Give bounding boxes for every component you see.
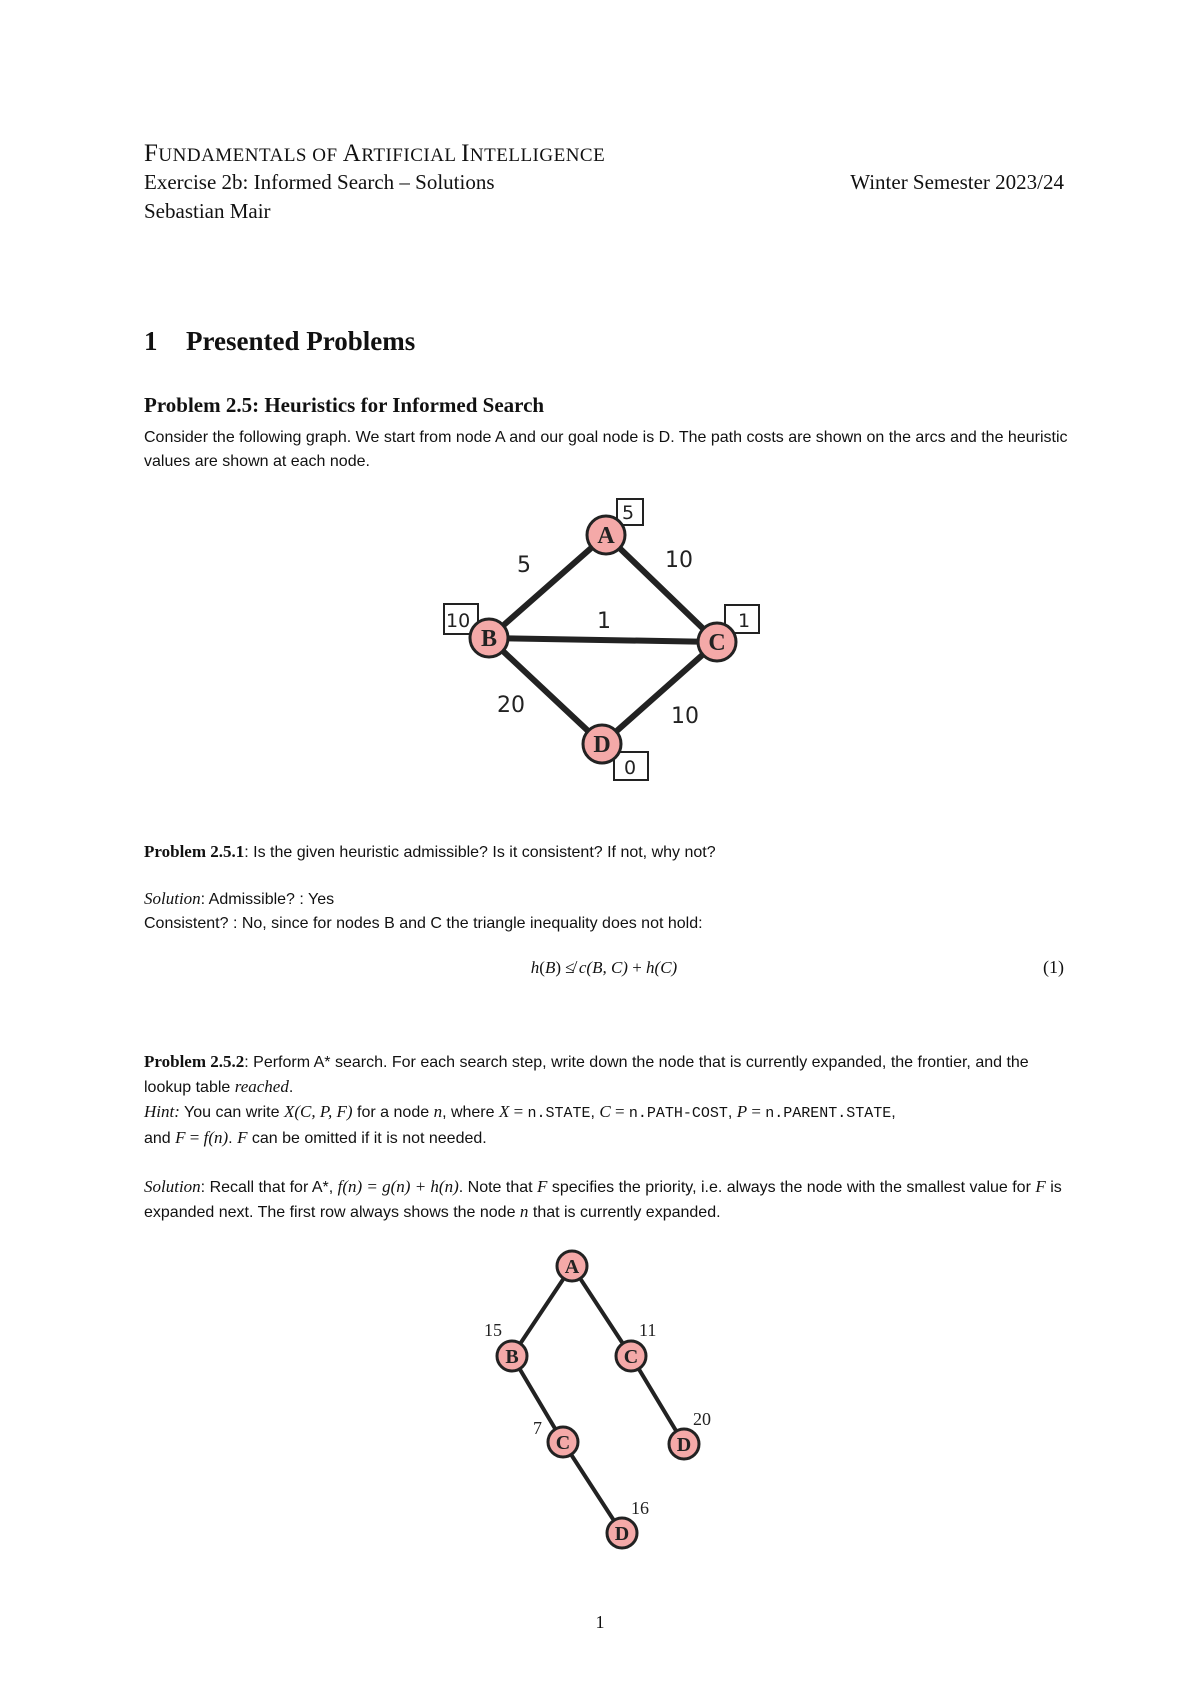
- tree-node-label-a: A: [564, 1256, 580, 1278]
- problem-2-5-1-text: : Is the given heuristic admissible? Is it consistent? If not, why not?: [244, 844, 716, 861]
- hint-eq3: =: [747, 1102, 766, 1121]
- tree-node-label-d2: D: [614, 1523, 630, 1545]
- hint-x: X: [283, 1102, 295, 1121]
- author: Sebastian Mair: [144, 199, 271, 223]
- problem-2-5-2-text: : Perform A* search. For each search step, write down the node that is currently expanded, the frontier, and the lookup table: [144, 1054, 1029, 1096]
- hint-comma1: ,: [590, 1104, 600, 1121]
- hint-label: Hint:: [144, 1102, 180, 1121]
- solution-2-5-1: [144, 887, 1069, 936]
- section-title: Presented Problems: [186, 326, 416, 356]
- solution-f: F: [537, 1177, 548, 1196]
- graph-node-label-c: C: [708, 630, 726, 656]
- course-title-f: F: [144, 140, 159, 167]
- reached-term: reached: [234, 1077, 289, 1096]
- solution-2-5-2-t5: that is currently expanded.: [528, 1204, 721, 1221]
- problem-2-5-1-label: Problem 2.5.1: [144, 842, 245, 861]
- problem-2-5-1: [144, 840, 1069, 865]
- eq-args2: (C): [654, 958, 678, 977]
- tree-node-label-d: D: [676, 1434, 692, 1456]
- edge-a-c: [606, 535, 717, 642]
- tree-node-label-c: C: [623, 1346, 639, 1368]
- edge-cost-a-b: 5: [517, 553, 531, 578]
- hint-eq4: =: [185, 1128, 204, 1147]
- hint-eq1: =: [509, 1102, 528, 1121]
- heuristic-c: 1: [738, 610, 751, 632]
- course-title-part3: NTELLIGENCE: [469, 145, 606, 166]
- semester: Winter Semester 2023/24: [850, 170, 1064, 194]
- tree-value-d: 20: [693, 1409, 711, 1429]
- hint-text2: for a node: [352, 1104, 434, 1121]
- equation-1: [144, 957, 1064, 985]
- eq-h1: h: [530, 958, 540, 977]
- hint-state: n.STATE: [527, 1105, 591, 1122]
- hint-comma2: ,: [727, 1104, 737, 1121]
- tree-node-label-c2: C: [555, 1432, 571, 1454]
- solution-2-5-2-t1: : Recall that for A*,: [200, 1179, 338, 1196]
- eq-p2: ): [555, 958, 562, 977]
- graph-node-label-d: D: [593, 732, 611, 758]
- hint-args: (C, P, F): [294, 1102, 353, 1121]
- hint-c: C: [599, 1102, 611, 1121]
- solution-f2: F: [1035, 1177, 1046, 1196]
- page-number: 1: [595, 1612, 605, 1632]
- tree-value-c: 11: [639, 1320, 657, 1340]
- tree-edges: [512, 1266, 684, 1533]
- edge-cost-a-c: 10: [665, 548, 693, 573]
- course-title-part1: UNDAMENTALS OF: [158, 145, 343, 166]
- solution-2-5-1-line2: Consistent? : No, since for nodes B and C the triangle inequality does not hold:: [144, 915, 703, 932]
- hint-f2: F: [237, 1128, 248, 1147]
- edge-cost-b-c: 1: [597, 609, 611, 634]
- equation-body: [144, 957, 1064, 979]
- hint-comma3: ,: [891, 1104, 896, 1121]
- hint-omit: can be omitted if it is not needed.: [247, 1130, 487, 1147]
- edge-a-b: [489, 535, 606, 638]
- hint-text1: You can write: [179, 1104, 284, 1121]
- hint-parent: n.PARENT.STATE: [765, 1105, 892, 1122]
- edge-b-d: [489, 638, 602, 744]
- exercise-title: Exercise 2b: Informed Search – Solutions: [144, 170, 495, 194]
- hint-x2: X: [498, 1102, 510, 1121]
- eq-b1: B: [544, 958, 556, 977]
- eq-c: c: [578, 958, 587, 977]
- heuristic-d: 0: [624, 757, 637, 779]
- solution-2-5-2-label: Solution: [144, 1177, 201, 1196]
- tree-value-c2: 7: [533, 1418, 542, 1438]
- problem-heading: Problem 2.5: Heuristics for Informed Search: [144, 393, 545, 417]
- hint-text3: , where: [442, 1104, 499, 1121]
- course-title-i: I: [461, 140, 470, 167]
- course-title-a: A: [342, 140, 362, 167]
- edge-cost-b-d: 20: [497, 693, 525, 718]
- edge-b-c: [489, 638, 717, 642]
- graph-node-label-a: A: [597, 523, 615, 549]
- solution-2-5-2-t4: is expanded next. The first row always shows the node: [144, 1179, 1062, 1221]
- heuristic-b: 10: [446, 610, 471, 632]
- astar-formula: f(n) = g(n) + h(n): [337, 1177, 459, 1196]
- problem-2-5-2-label: Problem 2.5.2: [144, 1052, 245, 1071]
- solution-n: n: [519, 1202, 529, 1221]
- problem-2-5-2: [144, 1050, 1069, 1151]
- hint-and: and: [144, 1130, 176, 1147]
- section-number: 1: [144, 326, 158, 356]
- hint-fn: f(n): [203, 1128, 229, 1147]
- equation-number: (1): [1043, 957, 1064, 977]
- solution-2-5-2-t2: . Note that: [458, 1179, 538, 1196]
- tree-value-b: 15: [484, 1320, 502, 1340]
- heuristic-a: 5: [622, 502, 635, 524]
- tree-value-d2: 16: [631, 1498, 649, 1518]
- hint-n: n: [433, 1102, 443, 1121]
- problem-2-5-2-period: .: [288, 1079, 294, 1096]
- solution-2-5-2-t3: specifies the priority, i.e. always the node with the smallest value for: [547, 1179, 1036, 1196]
- hint-pathcost: n.PATH-COST: [628, 1105, 728, 1122]
- tree-node-label-b: B: [505, 1346, 519, 1368]
- edge-cost-c-d: 10: [671, 704, 699, 729]
- eq-h2: h: [646, 958, 655, 977]
- eq-relation: ≰: [561, 958, 579, 977]
- eq-plus: +: [627, 958, 647, 977]
- edge-c-d: [602, 642, 717, 744]
- solution-2-5-1-line1: : Admissible? : Yes: [200, 891, 335, 908]
- eq-p1: (: [539, 958, 545, 977]
- hint-f: F: [175, 1128, 186, 1147]
- problem-intro: Consider the following graph. We start from node A and our goal node is D. The path costs are shown on the arcs and the heuristic values are shown at each node.: [144, 429, 1068, 470]
- eq-args: (B, C): [586, 958, 628, 977]
- solution-2-5-1-label: Solution: [144, 889, 201, 908]
- hint-period: .: [228, 1130, 238, 1147]
- course-title-part2: RTIFICIAL: [361, 145, 462, 166]
- hint-p: P: [736, 1102, 748, 1121]
- graph-node-label-b: B: [480, 626, 498, 652]
- hint-eq2: =: [610, 1102, 629, 1121]
- solution-2-5-2: [144, 1175, 1069, 1225]
